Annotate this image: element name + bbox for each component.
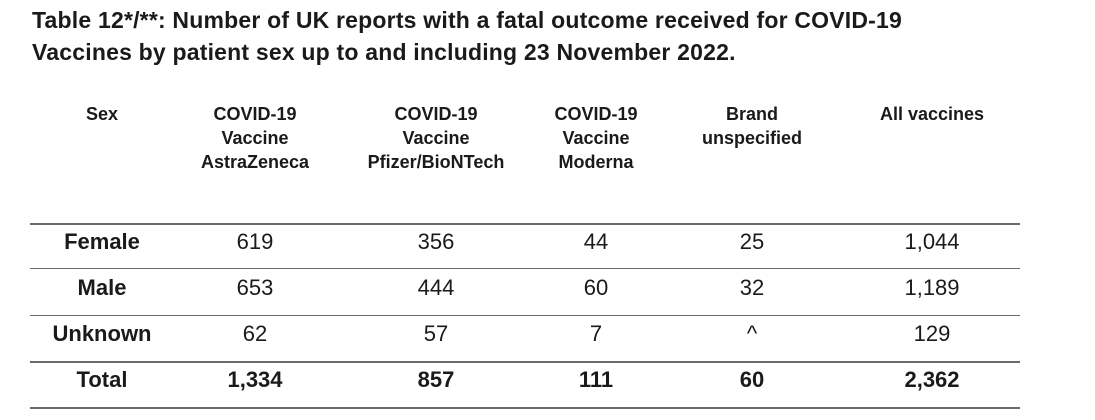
table-cell: 2,362	[904, 367, 960, 392]
table-cell: 1,334	[227, 367, 283, 392]
table-cell: 857	[417, 367, 455, 392]
table-cell: 7	[589, 321, 603, 346]
table-cell: 60	[739, 367, 765, 392]
column-header-astrazeneca	[201, 102, 309, 174]
table-row-unknown	[0, 311, 1095, 357]
table-title-line-2: Vaccines by patient sex up to and including 23 November 2022.	[32, 39, 736, 65]
table-title-line-1: Table 12*/**: Number of UK reports with a fatal outcome received for COVID-19	[32, 7, 903, 33]
table-title	[32, 4, 1072, 68]
row-label: Total	[76, 367, 128, 392]
column-header-line: Vaccine	[402, 128, 470, 148]
column-header-moderna	[554, 102, 637, 174]
table-cell: 356	[417, 229, 455, 254]
table-cell: 653	[236, 275, 274, 300]
table-cell: 129	[913, 321, 951, 346]
table-cell: 44	[583, 229, 609, 254]
column-header-line: All vaccines	[879, 104, 985, 124]
table-row-female	[0, 219, 1095, 265]
column-header-line: Pfizer/BioNTech	[367, 152, 505, 172]
table-header-row	[0, 102, 1095, 212]
column-header-all-vaccines	[880, 102, 984, 126]
column-header-sex	[86, 102, 118, 126]
row-label: Unknown	[52, 321, 152, 346]
table-cell: 32	[739, 275, 765, 300]
column-header-line: Brand	[725, 104, 778, 124]
table-cell: 62	[242, 321, 268, 346]
column-header-line: COVID-19	[213, 104, 297, 124]
column-header-line: AstraZeneca	[200, 152, 310, 172]
column-header-brand-unspecified	[702, 102, 802, 150]
table-cell: 60	[583, 275, 609, 300]
column-header-line: COVID-19	[554, 104, 638, 124]
table-bottom-rule	[30, 407, 1020, 409]
table-cell: 111	[578, 367, 614, 392]
row-label: Male	[77, 275, 127, 300]
table-cell: 619	[236, 229, 274, 254]
column-header-line: COVID-19	[394, 104, 478, 124]
column-header-line: Moderna	[558, 152, 634, 172]
table-cell: 25	[739, 229, 765, 254]
table-row-male	[0, 265, 1095, 311]
column-header-line: Vaccine	[221, 128, 289, 148]
column-header-line: Sex	[85, 104, 119, 124]
column-header-line: unspecified	[701, 128, 803, 148]
table-cell: 444	[417, 275, 455, 300]
table-cell: ^	[746, 321, 758, 346]
table-cell: 1,189	[904, 275, 960, 300]
row-label: Female	[64, 229, 140, 254]
column-header-pfizer	[368, 102, 505, 174]
table-row-total	[0, 357, 1095, 403]
column-header-line: Vaccine	[562, 128, 630, 148]
table-cell: 1,044	[904, 229, 960, 254]
table-cell: 57	[423, 321, 449, 346]
